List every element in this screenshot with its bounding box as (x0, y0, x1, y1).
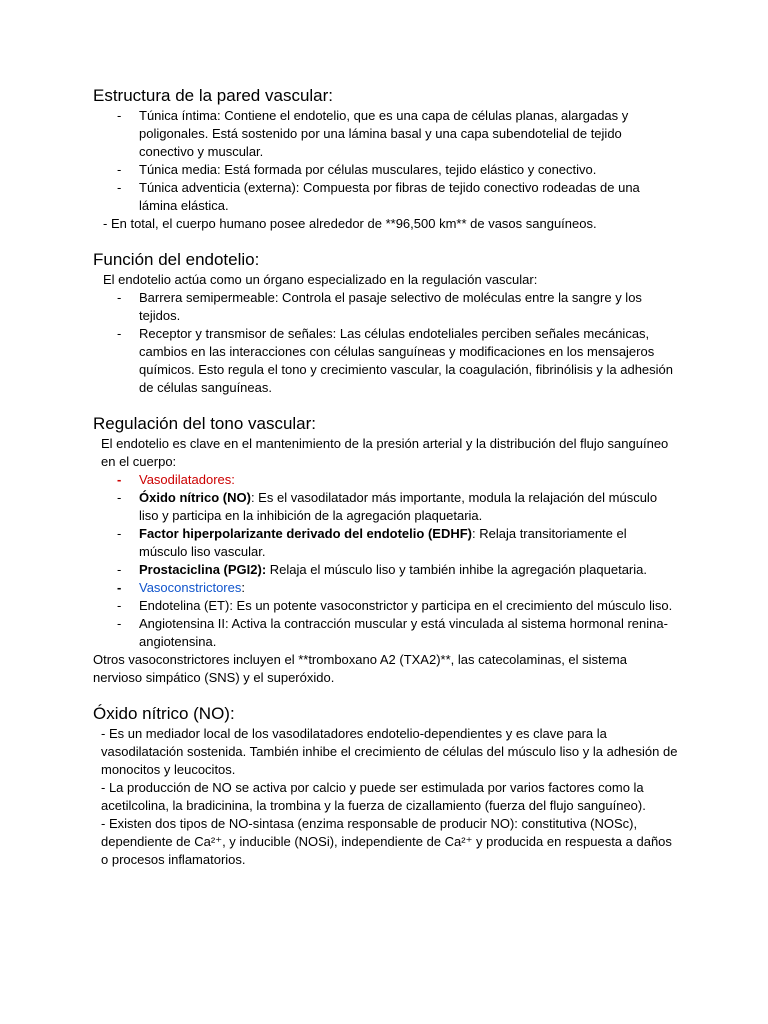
heading-endothelium-function: Función del endotelio: (93, 250, 260, 269)
dash-marker: - (117, 562, 122, 577)
nitric-oxide-paragraph: - Es un mediador local de los vasodilatadores endotelio-dependientes y es clave para la vasodilatación sostenida. También inhibe el crecimiento de células del músculo liso y la adhesión de monocitos y leucocitos. (101, 726, 678, 777)
list-item-vasodilators-label (93, 471, 678, 489)
dash-marker: - (117, 326, 122, 341)
list-item-vasoconstrictors-label: - Vasoconstrictores: (117, 580, 245, 595)
list-item: - Prostaciclina (PGI2): Relaja el músculo liso y también inhibe la agregación plaquetaria. (117, 562, 647, 577)
heading-vascular-tone: Regulación del tono vascular: (93, 414, 317, 433)
dash-marker: - (117, 580, 122, 595)
vasodilators-label: Vasodilatadores: (139, 472, 235, 487)
endothelium-intro: El endotelio actúa como un órgano especializado en la regulación vascular: (103, 272, 538, 287)
list-item: - Factor hiperpolarizante derivado del endotelio (EDHF): Relaja transitoriamente el músculo liso vascular. (117, 526, 627, 559)
dash-marker: - (117, 108, 122, 123)
vascular-tone-intro: El endotelio es clave en el mantenimiento de la presión arterial y la distribución del flujo sanguíneo en el cuerpo: (101, 436, 669, 469)
list-item: - Receptor y transmisor de señales: Las células endoteliales perciben señales mecánicas, cambios en las interacciones con células sanguíneas y modificaciones en los mensajeros químicos. Esto regula el tono y crecimiento vascular, la coagulación, fibrinólisis y la adhesión de células sanguíneas. (117, 326, 673, 395)
list-item: - Túnica media: Está formada por células musculares, tejido elástico y conectivo. (117, 162, 597, 177)
dash-marker: - (117, 290, 122, 305)
list-item: - Túnica íntima: Contiene el endotelio, que es una capa de células planas, alargadas y poligonales. Está sostenido por una lámina basal y una capa subendotelial de tejido conectivo y muscular. (117, 108, 629, 159)
nitric-oxide-paragraph: - La producción de NO se activa por calcio y puede ser estimulada por varios factores como la acetilcolina, la bradicinina, la trombina y la fuerza de cizallamiento (fuerza del flujo sanguíneo). (101, 780, 646, 813)
dash-marker: - (117, 472, 122, 487)
dash-marker: - (117, 526, 122, 541)
document-content (93, 85, 678, 869)
list-item: - Angiotensina II: Activa la contracción muscular y está vinculada al sistema hormonal renina-angiotensina. (117, 616, 668, 649)
other-vasoconstrictors: Otros vasoconstrictores incluyen el **tromboxano A2 (TXA2)**, las catecolaminas, el sistema nervioso simpático (SNS) y el superóxido. (93, 652, 627, 685)
heading-vascular-wall: Estructura de la pared vascular: (93, 86, 334, 105)
heading-nitric-oxide: Óxido nítrico (NO): (93, 704, 235, 723)
dash-marker: - (117, 616, 122, 631)
vessel-length-note: - En total, el cuerpo humano posee alrededor de **96,500 km** de vasos sanguíneos. (103, 216, 597, 231)
dash-marker: - (117, 598, 122, 613)
list-item: - Endotelina (ET): Es un potente vasoconstrictor y participa en el crecimiento del músculo liso. (117, 598, 673, 613)
vasoconstrictors-label: Vasoconstrictores (139, 580, 242, 595)
dash-marker: - (117, 490, 122, 505)
vascular-wall-list (93, 107, 678, 215)
dash-marker: - (117, 162, 122, 177)
list-item: - Óxido nítrico (NO): Es el vasodilatador más importante, modula la relajación del músculo liso y participa en la inhibición de la agregación plaquetaria. (117, 490, 658, 523)
list-item: - Túnica adventicia (externa): Compuesta por fibras de tejido conectivo rodeadas de una lámina elástica. (117, 180, 640, 213)
list-item: - Barrera semipermeable: Controla el pasaje selectivo de moléculas entre la sangre y los tejidos. (117, 290, 642, 323)
endothelium-function-list (93, 289, 678, 397)
dash-marker: - (117, 180, 122, 195)
nitric-oxide-paragraph: - Existen dos tipos de NO-sintasa (enzima responsable de producir NO): constitutiva (NOSc), dependiente de Ca²⁺, y inducible (NOSi), independiente de Ca²⁺ y producida en respuesta a daños o procesos inflamatorios. (101, 816, 672, 867)
vascular-tone-list (93, 471, 678, 651)
